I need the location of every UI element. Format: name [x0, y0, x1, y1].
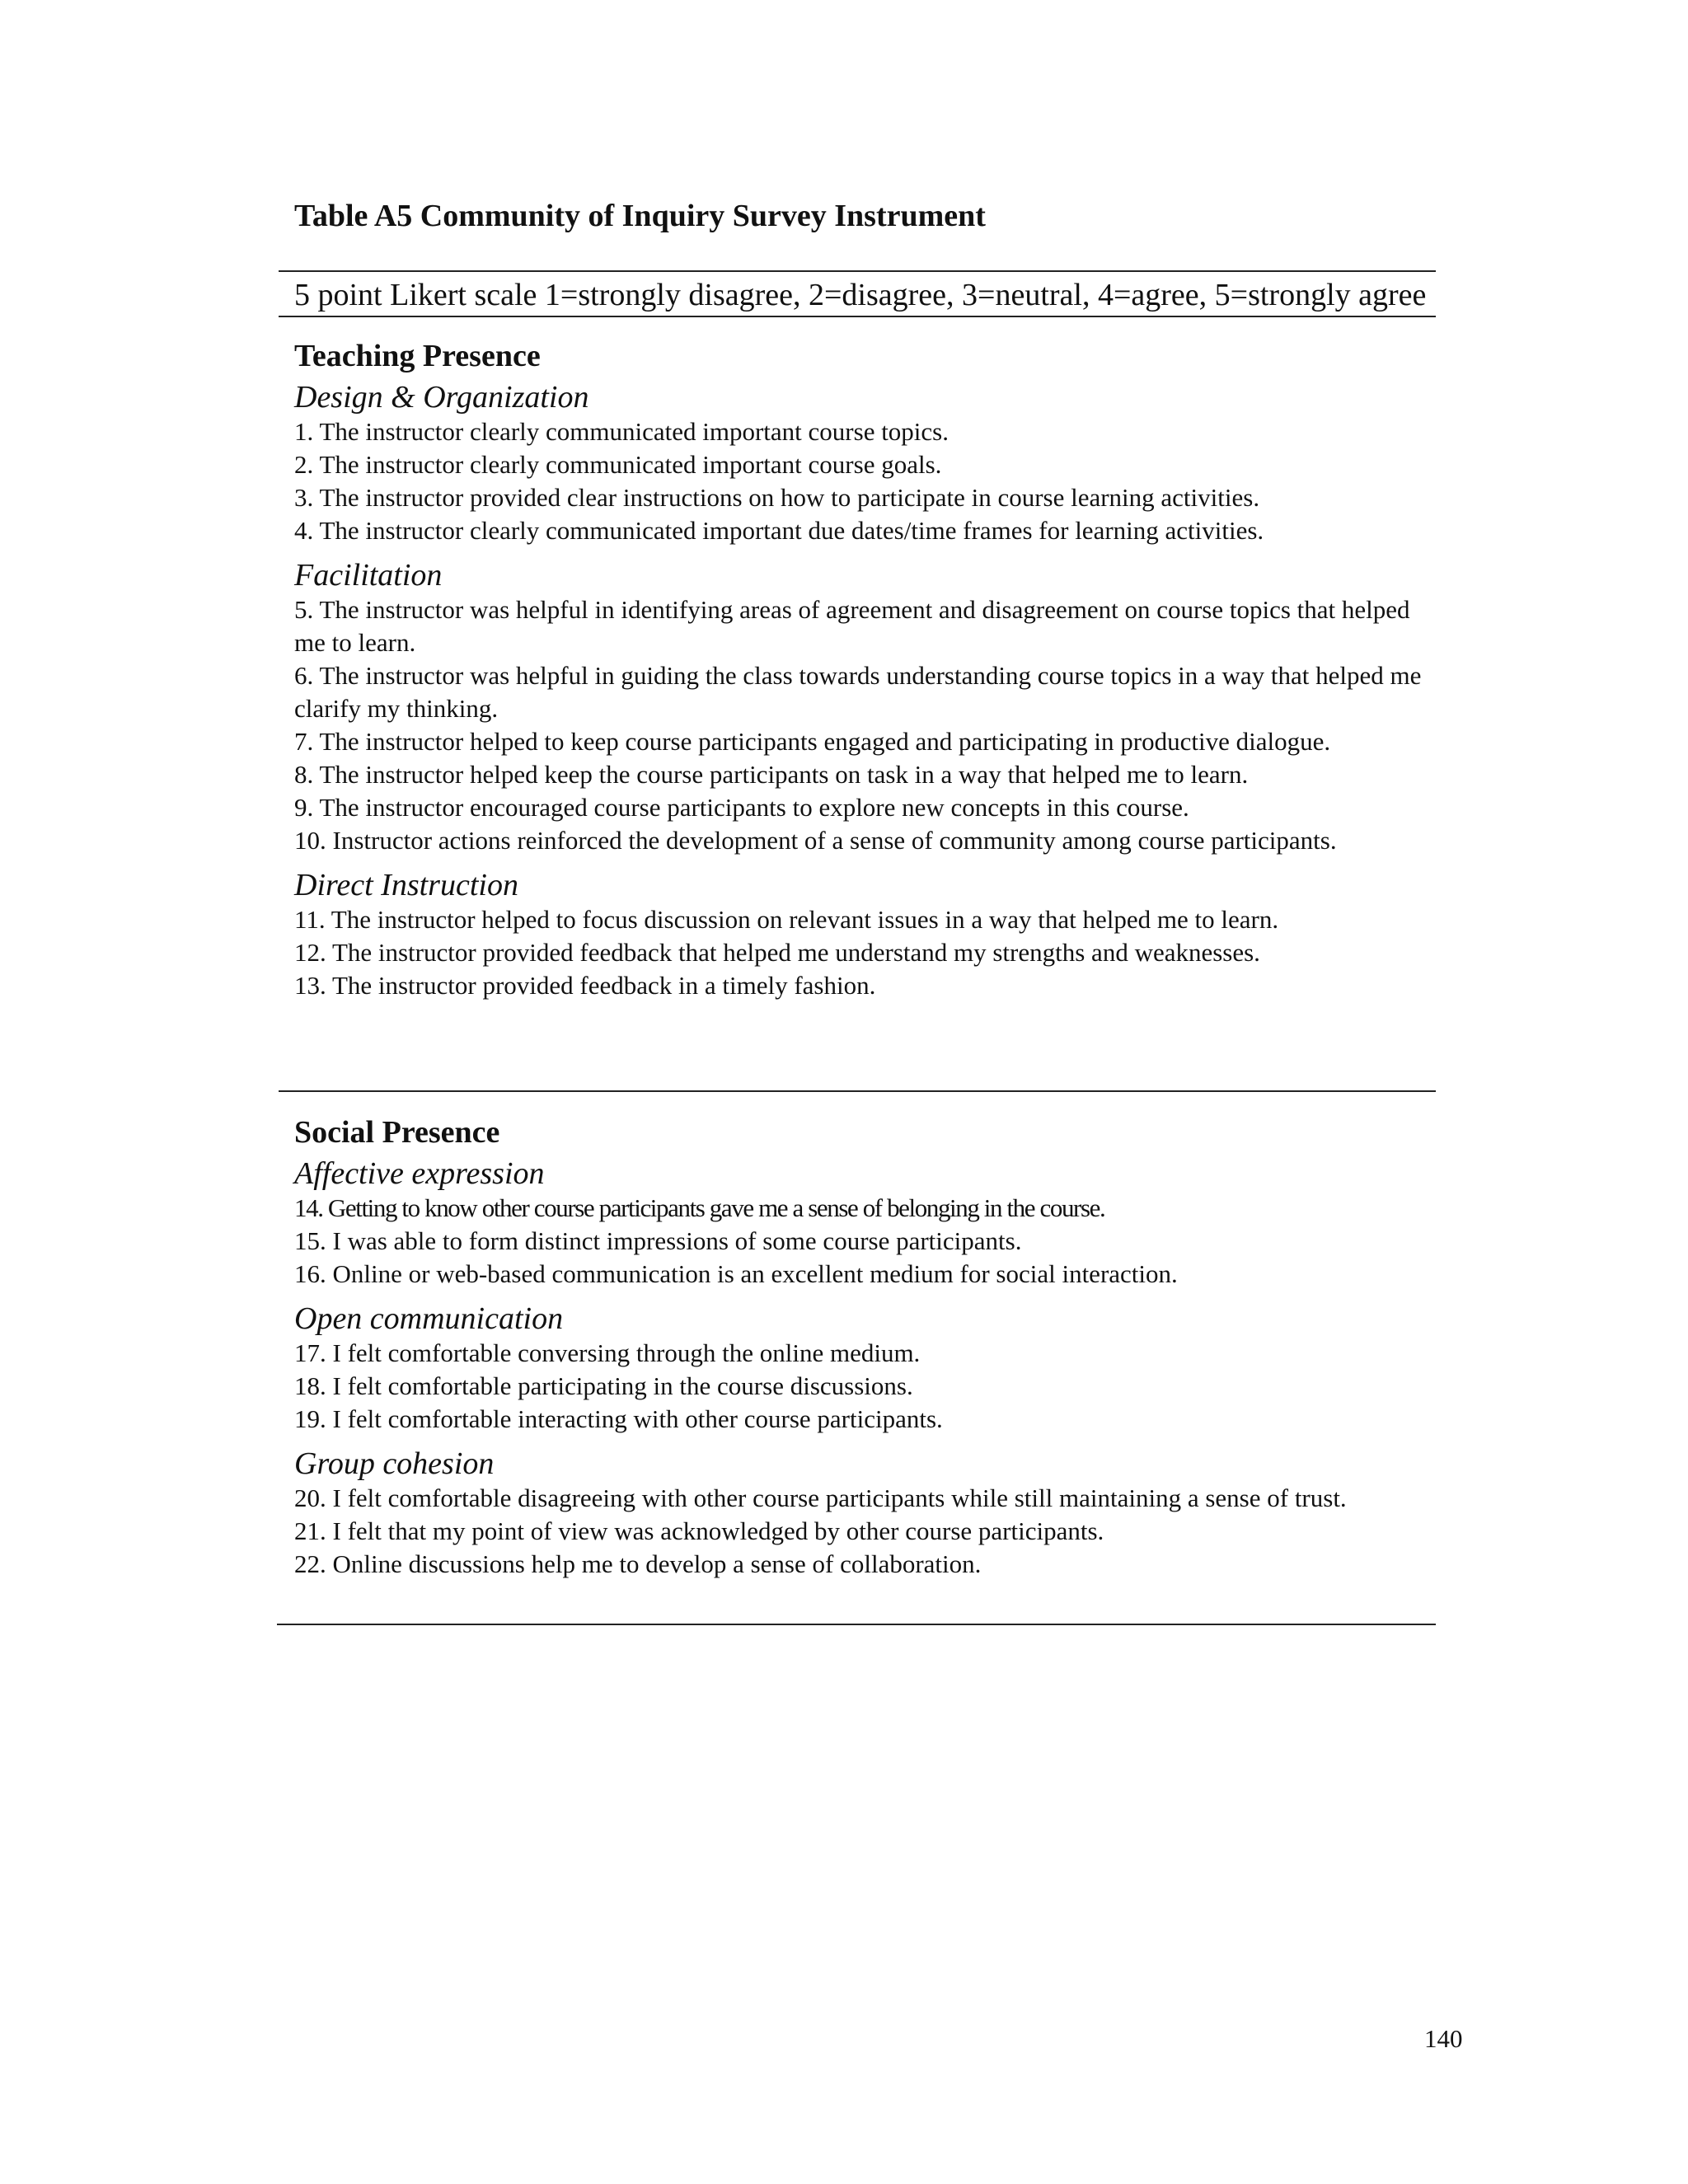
survey-item-3: 3. The instructor provided clear instructions on how to participate in course learning activities. — [294, 483, 1260, 512]
survey-item-14: 14. Getting to know other course participants gave me a sense of belonging in the course. — [294, 1193, 1105, 1222]
survey-item-7: 7. The instructor helped to keep course participants engaged and participating in productive dialogue. — [294, 727, 1331, 756]
survey-item-9: 9. The instructor encouraged course participants to explore new concepts in this course. — [294, 793, 1189, 822]
survey-item-5: 5. The instructor was helpful in identifying areas of agreement and disagreement on course topics that helped me to learn. — [294, 595, 1410, 657]
survey-item-15: 15. I was able to form distinct impressions of some course participants. — [294, 1226, 1022, 1255]
survey-item-16: 16. Online or web-based communication is an excellent medium for social interaction. — [294, 1259, 1178, 1288]
survey-item-11: 11. The instructor helped to focus discussion on relevant issues in a way that helped me to learn. — [294, 905, 1279, 934]
social-presence-section — [294, 1113, 1423, 1581]
subheading-group-cohesion: Group cohesion — [294, 1446, 495, 1481]
section-divider-rule — [279, 1090, 1436, 1092]
table-title: Table A5 Community of Inquiry Survey Instrument — [294, 199, 986, 233]
survey-item-10: 10. Instructor actions reinforced the development of a sense of community among course participants. — [294, 826, 1337, 855]
subheading-affective-expression: Affective expression — [294, 1156, 545, 1191]
teaching-presence-section — [294, 336, 1423, 1002]
survey-item-4: 4. The instructor clearly communicated important due dates/time frames for learning activities. — [294, 516, 1264, 545]
subheading-facilitation: Facilitation — [294, 558, 443, 593]
survey-item-1: 1. The instructor clearly communicated important course topics. — [294, 417, 949, 446]
section-heading-teaching-presence: Teaching Presence — [294, 339, 541, 373]
header-bottom-rule — [279, 316, 1436, 317]
table-bottom-rule — [277, 1624, 1436, 1625]
table-top-rule — [279, 270, 1436, 272]
survey-item-20: 20. I felt comfortable disagreeing with other course participants while still maintaining a sense of trust. — [294, 1483, 1347, 1512]
survey-item-13: 13. The instructor provided feedback in a timely fashion. — [294, 971, 876, 1000]
survey-item-17: 17. I felt comfortable conversing through the online medium. — [294, 1338, 921, 1367]
survey-item-6: 6. The instructor was helpful in guiding the class towards understanding course topics in a way that helped me clarify my thinking. — [294, 661, 1422, 723]
subheading-open-communication: Open communication — [294, 1301, 564, 1336]
survey-item-21: 21. I felt that my point of view was acknowledged by other course participants. — [294, 1516, 1104, 1545]
survey-item-8: 8. The instructor helped keep the course participants on task in a way that helped me to learn. — [294, 760, 1249, 789]
survey-item-2: 2. The instructor clearly communicated important course goals. — [294, 450, 942, 479]
section-heading-social-presence: Social Presence — [294, 1115, 500, 1150]
subheading-direct-instruction: Direct Instruction — [294, 868, 518, 902]
survey-item-22: 22. Online discussions help me to develop a sense of collaboration. — [294, 1549, 982, 1578]
survey-item-19: 19. I felt comfortable interacting with other course participants. — [294, 1404, 943, 1433]
likert-scale-note: 5 point Likert scale 1=strongly disagree, 2=disagree, 3=neutral, 4=agree, 5=strongly agree — [294, 278, 1427, 312]
survey-item-12: 12. The instructor provided feedback that helped me understand my strengths and weaknesses. — [294, 938, 1260, 967]
subheading-design-organization: Design & Organization — [294, 380, 589, 415]
page-number: 140 — [1424, 2024, 1463, 2053]
survey-item-18: 18. I felt comfortable participating in the course discussions. — [294, 1371, 913, 1400]
